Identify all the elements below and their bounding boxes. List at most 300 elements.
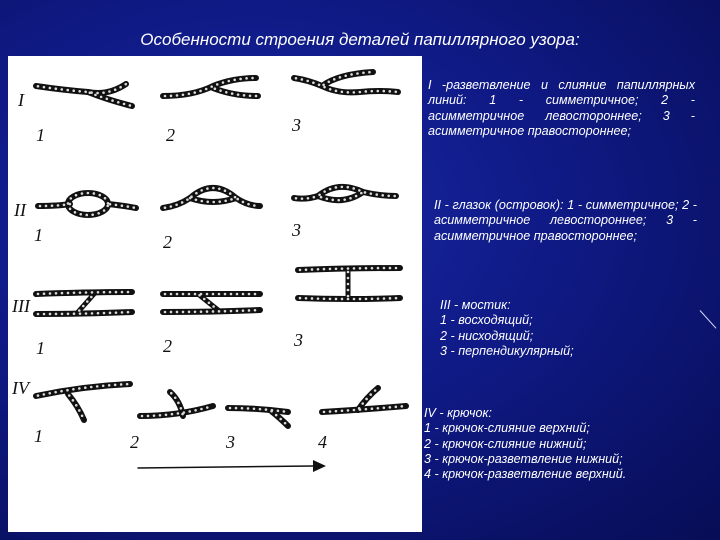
ridge-pore (153, 414, 156, 417)
ridge-pore (335, 298, 338, 301)
ridge-pore (182, 293, 185, 296)
ridge-pore (305, 297, 308, 300)
ridge-pore (181, 201, 184, 204)
ridge-pore (159, 414, 162, 417)
ridge-pore (164, 293, 167, 296)
ridge-pore (127, 291, 130, 294)
ridge-pore (177, 402, 180, 405)
ridge-pore (199, 90, 202, 93)
ridge-pore (374, 389, 377, 392)
ridge-pore (307, 197, 310, 200)
ridge-pore (327, 80, 330, 83)
ridge-pore (106, 205, 109, 208)
ridge-pore (323, 268, 326, 271)
ridge-pore (49, 292, 52, 295)
figure-labels (11, 90, 327, 452)
ridge-pore (313, 196, 316, 199)
ridge-pore (377, 407, 380, 410)
ridge-pore (61, 292, 64, 295)
ridge-pore (318, 83, 321, 86)
ridge-pore (317, 297, 320, 300)
variant-label-i-2: 2 (166, 125, 175, 145)
ridge-pore (75, 404, 78, 407)
ridge-pore (236, 310, 239, 313)
ridge-pore (218, 310, 221, 313)
ridge-pore (206, 200, 209, 203)
slide-title: Особенности строения деталей папиллярного узора: (140, 30, 580, 49)
ridge-pore (57, 204, 60, 207)
ridge-pore (103, 209, 106, 212)
ridge-pore (180, 407, 183, 410)
ridge-pore (318, 193, 321, 196)
ridge-ii-2-left (163, 198, 190, 208)
ridge-pore (96, 385, 99, 388)
ridge-pore (395, 406, 398, 409)
ridge-pore (189, 197, 192, 200)
ridge-pore (200, 200, 203, 203)
ridge-pore (218, 200, 221, 203)
ridge-pore (219, 89, 222, 92)
ridge-pore (78, 309, 81, 312)
ridge-pore (115, 311, 118, 314)
ridge-pore (181, 413, 184, 416)
ridge-pore (176, 311, 179, 314)
ridge-pore (359, 91, 362, 94)
ridge-pore (329, 88, 332, 91)
ridge-pore (377, 267, 380, 270)
ridge-i-2-lower (213, 88, 258, 96)
ridge-pore (132, 206, 135, 209)
ridge-pore (337, 199, 340, 202)
ridge-pore (37, 313, 40, 316)
ridge-pore (218, 293, 221, 296)
ridge-pore (51, 204, 54, 207)
ridge-pore (170, 95, 173, 98)
ridge-pore (67, 202, 70, 205)
ridge-pore (365, 398, 368, 401)
ridge-pore (360, 192, 363, 195)
ridge-pore (253, 407, 256, 410)
ridge-pore (194, 409, 197, 412)
ridge-pore (206, 310, 209, 313)
ridge-pores (37, 71, 403, 425)
ridge-pore (362, 71, 365, 74)
ridge-pore (70, 197, 73, 200)
ridge-pore (236, 198, 239, 201)
ridge-pore (347, 277, 350, 280)
ridge-pore (114, 88, 117, 91)
ridge-pore (230, 310, 233, 313)
ridge-pore (255, 95, 258, 98)
bridge-item-3: 3 - перпендикулярный; (440, 343, 574, 358)
ridge-pore (368, 71, 371, 74)
ridge-pore (359, 298, 362, 301)
ridge-pore (164, 206, 167, 209)
ridge-pore (270, 410, 273, 413)
ridge-pore (182, 311, 185, 314)
ridge-pore (212, 310, 215, 313)
ridge-pore (306, 80, 309, 83)
ridge-pore (329, 298, 332, 301)
row-label-iii: III (12, 296, 30, 316)
ridge-pore (170, 293, 173, 296)
ridge-pore (165, 414, 168, 417)
ridge-pore (331, 199, 334, 202)
ridge-pore (72, 399, 75, 402)
ridge-pore (248, 309, 251, 312)
variant-label-iv-2: 2 (130, 432, 139, 452)
ridge-pore (90, 386, 93, 389)
ridge-pore (73, 291, 76, 294)
ridge-pore (195, 192, 198, 195)
ridge-pore (60, 88, 63, 91)
ridge-pore (200, 408, 203, 411)
ridge-pore (339, 76, 342, 79)
ridge-pore (353, 91, 356, 94)
ridge-pore (311, 297, 314, 300)
papillary-diagram (8, 56, 422, 532)
ridge-pore (66, 89, 69, 92)
ridge-pore (55, 313, 58, 316)
bridge-heading: III - мостик: (440, 298, 511, 312)
ridge-pore (341, 267, 344, 270)
ridge-pore (212, 187, 215, 190)
ridge-pore (247, 203, 250, 206)
ridge-pore (176, 94, 179, 97)
ridge-pore (182, 93, 185, 96)
ridge-pore (203, 298, 206, 301)
ridge-pore (123, 103, 126, 106)
ridge-pore (295, 77, 298, 80)
ridge-pore (387, 194, 390, 197)
ridge-pore (45, 205, 48, 208)
ridge-pore (283, 410, 286, 413)
ridge-pore (212, 293, 215, 296)
ridge-pore (237, 93, 240, 96)
ridge-pore (323, 86, 326, 89)
ridge-pore (61, 313, 64, 316)
ridge-pore (79, 312, 82, 315)
ridge-pore (108, 90, 111, 93)
ridge-pore (69, 208, 72, 211)
hook-heading: IV - крючок: (424, 406, 492, 420)
ridge-pore (188, 311, 191, 314)
ridge-pore (224, 293, 227, 296)
ridge-pore (311, 268, 314, 271)
ridge-pore (364, 191, 367, 194)
ridge-pore (259, 408, 262, 411)
ridge-pore (195, 198, 198, 201)
ridge-pore (194, 293, 197, 296)
hook-item-4: 4 - крючок-разветвление верхний. (424, 467, 627, 482)
ridge-pore (186, 198, 189, 201)
ridge-pore (206, 406, 209, 409)
ridge-pore (72, 388, 75, 391)
ridge-pore (229, 407, 232, 410)
row-label-iv: IV (12, 378, 29, 398)
ridge-pore (96, 92, 99, 95)
ridge-pore (361, 402, 364, 405)
ridge-pore (104, 197, 107, 200)
ridge-pore (254, 293, 257, 296)
ridge-pore (349, 197, 352, 200)
ridge-pore (341, 298, 344, 301)
ridge-pore (115, 291, 118, 294)
ridge-pore (305, 268, 308, 271)
ridge-pore (335, 186, 338, 189)
ridge-pore (188, 410, 191, 413)
ridge-pore (234, 196, 237, 199)
ridge-pore (94, 94, 97, 97)
ridge-pore (347, 295, 350, 298)
variant-label-iii-1: 1 (36, 338, 45, 358)
ridge-pore (370, 90, 373, 93)
ridge-pore (109, 312, 112, 315)
ridge-pore (43, 393, 46, 396)
ridge-pore (170, 311, 173, 314)
ridge-pore (224, 189, 227, 192)
hook-description (424, 406, 714, 482)
ridge-pore (230, 198, 233, 201)
ridge-pore (117, 101, 120, 104)
variant-label-i-1: 1 (36, 125, 45, 145)
ridge-pore (206, 187, 209, 190)
ridge-pore (100, 96, 103, 99)
ridge-pore (284, 422, 287, 425)
variant-label-ii-3: 3 (292, 220, 301, 240)
ridge-pore (37, 394, 40, 397)
ridge-pore (93, 192, 96, 195)
variant-label-iv-3: 3 (226, 432, 235, 452)
ridge-pore (171, 413, 174, 416)
ridge-pore (79, 291, 82, 294)
ridge-pore (170, 205, 173, 208)
ridge-pore (383, 297, 386, 300)
ridge-pore (341, 186, 344, 189)
ridge-pore (78, 90, 81, 93)
ridge-pore (198, 294, 201, 297)
ridge-pore (98, 194, 101, 197)
bridge-item-1: 1 - восходящий; (440, 313, 533, 328)
ridge-pore (248, 293, 251, 296)
hook-item-1: 1 - крючок-слияние верхний; (424, 421, 590, 436)
ridge-pore (329, 188, 332, 191)
ridge-pore (111, 99, 114, 102)
ridge-pore (121, 204, 124, 207)
ridge-pore (212, 201, 215, 204)
ridge-pore (147, 415, 150, 418)
ridge-pore (72, 89, 75, 92)
ridge-pore (109, 291, 112, 294)
ridge-pore (87, 192, 90, 195)
ridge-pore (222, 81, 225, 84)
ridge-pore (347, 271, 350, 274)
ridge-pore (247, 407, 250, 410)
ridge-ii-3-right (363, 192, 396, 196)
ridge-iv-2-main (140, 406, 213, 416)
ridge-pore (91, 213, 94, 216)
ridge-pore (358, 189, 361, 192)
ridge-pore (67, 313, 70, 316)
ridge-pore (243, 94, 246, 97)
ridge-pore (353, 409, 356, 412)
ridge-pore (106, 97, 109, 100)
ridge-pore (37, 85, 40, 88)
ridge-pore (84, 91, 87, 94)
ridge-pore (164, 311, 167, 314)
ridge-pore (115, 204, 118, 207)
ridge-pore (141, 415, 144, 418)
ridge-pore (371, 297, 374, 300)
ridge-pore (78, 409, 81, 412)
direction-arrow-line (138, 466, 313, 468)
ridge-pore (365, 408, 368, 411)
ridge-pore (335, 410, 338, 413)
ridge-i-3-branch (322, 72, 373, 86)
ridge-pore (91, 312, 94, 315)
ridge-pore (341, 409, 344, 412)
ridge-pore (347, 267, 350, 270)
variant-label-i-3: 3 (292, 115, 301, 135)
row-label-i: I (18, 90, 24, 110)
ridge-pore (377, 297, 380, 300)
ridge-pore (124, 83, 127, 86)
ridge-pore (85, 214, 88, 217)
ridge-pore (236, 293, 239, 296)
ridge-pore (347, 91, 350, 94)
ridge-pore (383, 406, 386, 409)
variant-label-iii-2: 2 (163, 336, 172, 356)
ridge-pore (119, 86, 122, 89)
ridge-ii-3-eye (318, 187, 363, 200)
ridge-pore (49, 313, 52, 316)
ridge-pore (175, 203, 178, 206)
ridge-pore (343, 198, 346, 201)
ridge-pore (245, 77, 248, 80)
ridge-pore (242, 293, 245, 296)
ridge-pore (66, 389, 69, 392)
ridge-pore (102, 384, 105, 387)
ridge-pore (91, 291, 94, 294)
ridge-pore (235, 407, 238, 410)
ridge-pore (239, 78, 242, 81)
variant-label-iv-1: 1 (34, 426, 43, 446)
ridge-iv-4-main (322, 406, 406, 412)
ridge-pore (121, 311, 124, 314)
bridge-item-2: 2 - нисходящий; (440, 328, 534, 343)
ridge-pore (103, 291, 106, 294)
ridge-pore (43, 313, 46, 316)
variant-label-ii-1: 1 (34, 225, 43, 245)
ridge-pore (39, 205, 42, 208)
ridge-pore (127, 205, 130, 208)
ridge-pore (389, 267, 392, 270)
ridge-pore (177, 412, 180, 415)
eye-description: II - глазок (островок): 1 - симметричное; 2 - асимметричное левостороннее; 3 - асимметричное правостороннее; (434, 198, 697, 243)
ridge-pore (251, 77, 254, 80)
ridge-pore (389, 297, 392, 300)
ridge-pore (224, 310, 227, 313)
ridge-pore (356, 72, 359, 75)
ridge-pore (75, 194, 78, 197)
ridge-pore (85, 312, 88, 315)
ridge-pore (97, 312, 100, 315)
ridge-pore (127, 311, 130, 314)
ridge-pore (129, 104, 132, 107)
ridge-pore (253, 204, 256, 207)
ridge-pore (200, 310, 203, 313)
ridge-pore (335, 267, 338, 270)
ridge-pore (49, 87, 52, 90)
ridge-pore (370, 192, 373, 195)
ridge-pore (277, 409, 280, 412)
ridge-pore (242, 309, 245, 312)
ridge-pore (225, 91, 228, 94)
ridge-pore (400, 405, 403, 408)
ridge-pore (365, 267, 368, 270)
ridge-pore (120, 383, 123, 386)
ridge-pore (78, 387, 81, 390)
ridge-pore (224, 199, 227, 202)
arrowhead-icon (313, 460, 326, 472)
ridge-pore (85, 291, 88, 294)
ridge-pore (242, 201, 245, 204)
ridge-pore (55, 292, 58, 295)
hook-item-3: 3 - крючок-разветвление нижний; (424, 451, 623, 466)
ridge-pore (364, 90, 367, 93)
ridge-pore (206, 293, 209, 296)
ridge-pore (102, 91, 105, 94)
ridge-pore (322, 84, 325, 87)
ridge-pore (82, 305, 85, 308)
ridge-pore (299, 269, 302, 272)
ridge-pore (312, 81, 315, 84)
ridge-pore (60, 390, 63, 393)
ridge-pore (231, 92, 234, 95)
ridge-pore (381, 194, 384, 197)
ridge-pore (275, 414, 278, 417)
ridge-pore (353, 267, 356, 270)
ridge-pore (347, 409, 350, 412)
papillary-figure (8, 56, 422, 532)
ridge-pore (216, 83, 219, 86)
variant-label-ii-2: 2 (163, 232, 172, 252)
ridge-pore (63, 204, 66, 207)
ridge-pore (393, 195, 396, 198)
ridge-pore (121, 291, 124, 294)
ridge-pore (89, 91, 92, 94)
ridge-pore (188, 293, 191, 296)
bridge-description (440, 298, 700, 359)
ridge-pore (227, 80, 230, 83)
ridge-pore (394, 90, 397, 93)
ridge-pore (369, 393, 372, 396)
ridge-pore (43, 86, 46, 89)
ridge-pore (389, 406, 392, 409)
ridge-pore (55, 87, 58, 90)
ridge-pore (74, 211, 77, 214)
ridge-pore (352, 187, 355, 190)
ridge-pore (353, 298, 356, 301)
ridge-pore (335, 90, 338, 93)
ridge-pore (320, 196, 323, 199)
ridge-pore (347, 298, 350, 301)
ridge-pore (126, 383, 129, 386)
ridge-pore (37, 293, 40, 296)
ridge-pore (365, 298, 368, 301)
ridge-pore (67, 292, 70, 295)
ridge-pore (341, 91, 344, 94)
